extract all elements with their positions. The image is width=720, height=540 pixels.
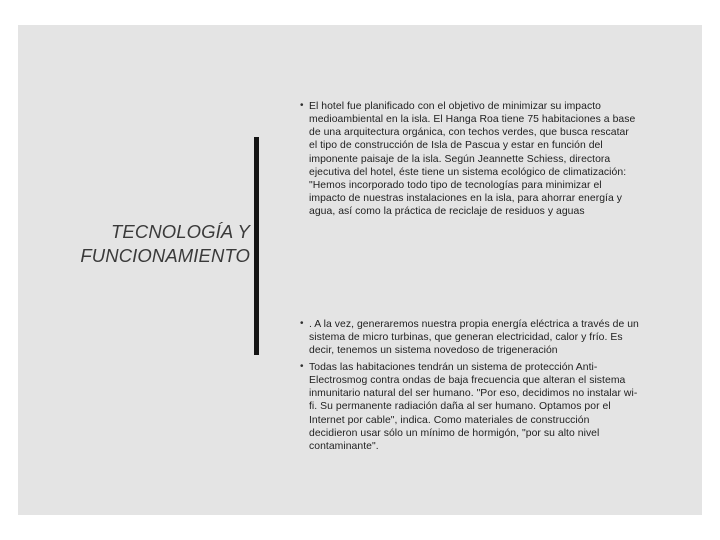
vertical-divider xyxy=(254,137,259,355)
slide-title: TECNOLOGÍA Y FUNCIONAMIENTO xyxy=(80,221,250,266)
bullet-text-3: Todas las habitaciones tendrán un sistema de protección Anti-Electrosmog contra ondas de baja frecuencia que alteran el sistema inmunitario natural del ser humano. "Por eso, decidimos no instalar wi-fi. Su permanente radiación daña al ser humano. Optamos por el Internet por cable", indica. Como materiales de construcción decidieron usar sólo un mínimo de hormigón, "por su alto nivel contaminante". xyxy=(309,362,638,452)
bullet-marker: • xyxy=(300,318,304,329)
bullet-text-2: . A la vez, generaremos nuestra propia energía eléctrica a través de un sistema de micro turbinas, que generan electricidad, calor y frío. Es decir, tenemos un sistema novedoso de trigeneración xyxy=(309,319,639,357)
bullet-marker: • xyxy=(300,100,304,111)
bullet-marker: • xyxy=(300,361,304,372)
bullet-text-1: El hotel fue planificado con el objetivo de minimizar su impacto medioambiental en la isla. El Hanga Roa tiene 75 habitaciones a base de una arquitectura orgánica, con techos verdes, que busca rescatar el tipo de construcción de Isla de Pascua y estar en función del imponente paisaje de la isla. Según Jeannette Schiess, directora ejecutiva del hotel, éste tiene un sistema ecológico de climatización: "Hemos incorporado todo tipo de tecnologías para minimizar el impacto de nuestras instalaciones en la isla, para ahorrar energía y agua, así como la práctica de reciclaje de residuos y aguas xyxy=(309,101,636,218)
